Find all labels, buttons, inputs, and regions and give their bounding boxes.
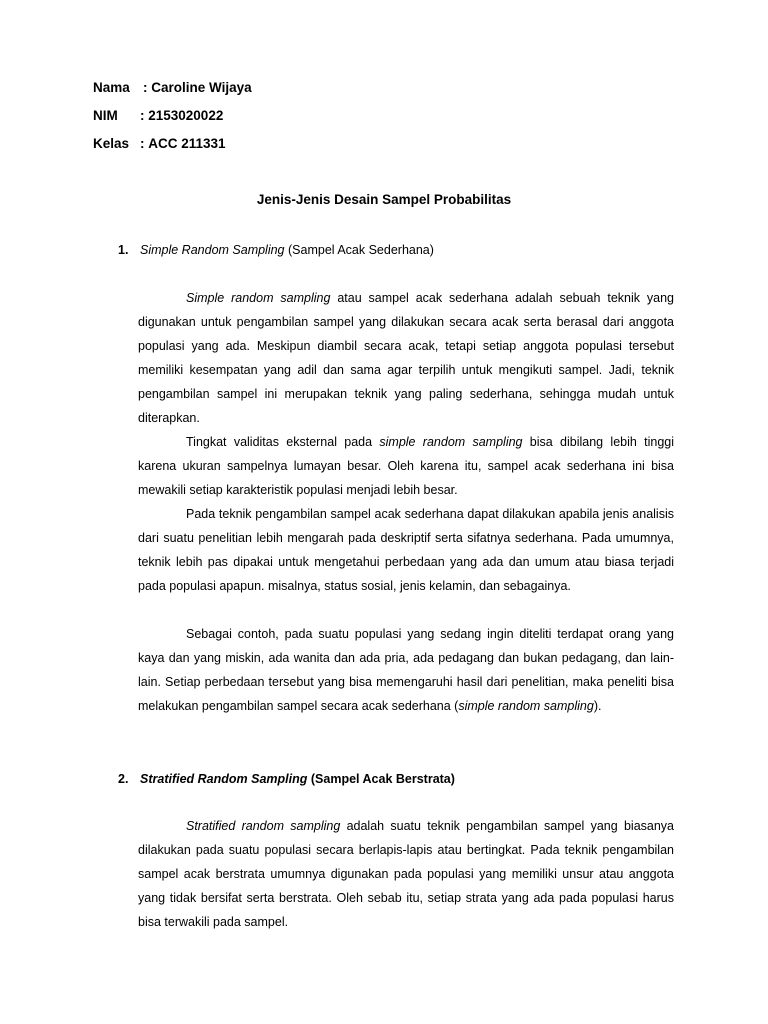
section-2-heading [118,772,455,786]
section-1-paragraph-1: Simple random sampling atau sampel acak sederhana adalah sebuah teknik yang digunakan untuk pengambilan sampel yang dilakukan secara acak serta berasal dari anggota populasi yang ada. Meskipun diambil secara acak, tetapi setiap anggota populasi tersebut memiliki kesempatan yang adil dan sama agar terpilih untuk mengikuti sampel. Jadi, teknik pengambilan sampel ini merupakan teknik yang paling sederhana, sehingga mudah untuk diterapkan. [138,291,675,425]
nim-value: 2153020022 [148,108,224,123]
section-1-term: Simple Random Sampling [140,243,285,257]
nama-label: Nama [93,80,130,95]
section-1-number: 1. [118,243,129,257]
nim-label: NIM [93,108,118,123]
kelas-line: Kelas : ACC 211331 [93,136,226,151]
nama-value: Caroline Wijaya [151,80,252,95]
nama-line: Nama : Caroline Wijaya [93,80,252,95]
section-2-paragraph-1: Stratified random sampling adalah suatu teknik pengambilan sampel yang biasanya dilakukan pada suatu populasi secara berlapis-lapis atau bertingkat. Pada teknik pengambilan sampel acak berstrata umumnya digunakan pada populasi yang memiliki unsur atau anggota yang tidak bersifat serta berstrata. Oleh sebab itu, setiap strata yang ada pada populasi harus bisa terwakili pada sampel. [138,819,674,929]
section-2-term: Stratified Random Sampling [140,772,308,786]
nim-line: NIM : 2153020022 [93,108,224,123]
section-1-heading [118,243,434,257]
section-1-subtitle: (Sampel Acak Sederhana) [288,243,434,257]
section-2-number: 2. [118,772,129,786]
section-2-subtitle: (Sampel Acak Berstrata) [310,772,455,786]
section-1-paragraph-4: Sebagai contoh, pada suatu populasi yang sedang ingin diteliti terdapat orang yang kaya dan yang miskin, ada wanita dan ada pria, ada pedagang dan bukan pedagang, dan lain-lain. Setiap perbedaan tersebut yang bisa memengaruhi hasil dari penelitian, maka peneliti bisa melakukan pengambilan sampel secara acak sederhana (simple random sampling). [138,627,674,713]
kelas-label: Kelas [93,136,130,151]
document-title: Jenis-Jenis Desain Sampel Probabilitas [256,192,512,207]
section-1-paragraph-3: Pada teknik pengambilan sampel acak sederhana dapat dilakukan apabila jenis analisis dari suatu penelitian lebih mengarah pada deskriptif serta sifatnya sederhana. Pada umumnya, teknik lebih pas dipakai untuk mengetahui perbedaan yang ada dan umum atau biasa terjadi pada populasi apapun. misalnya, status sosial, jenis kelamin, dan sebagainya. [138,507,674,593]
section-1-paragraph-2: Tingkat validitas eksternal pada simple random sampling bisa dibilang lebih tinggi karena ukuran sampelnya lumayan besar. Oleh karena itu, sampel acak sederhana ini bisa mewakili setiap karakteristik populasi menjadi lebih besar. [138,435,674,497]
kelas-value: ACC 211331 [148,136,226,151]
